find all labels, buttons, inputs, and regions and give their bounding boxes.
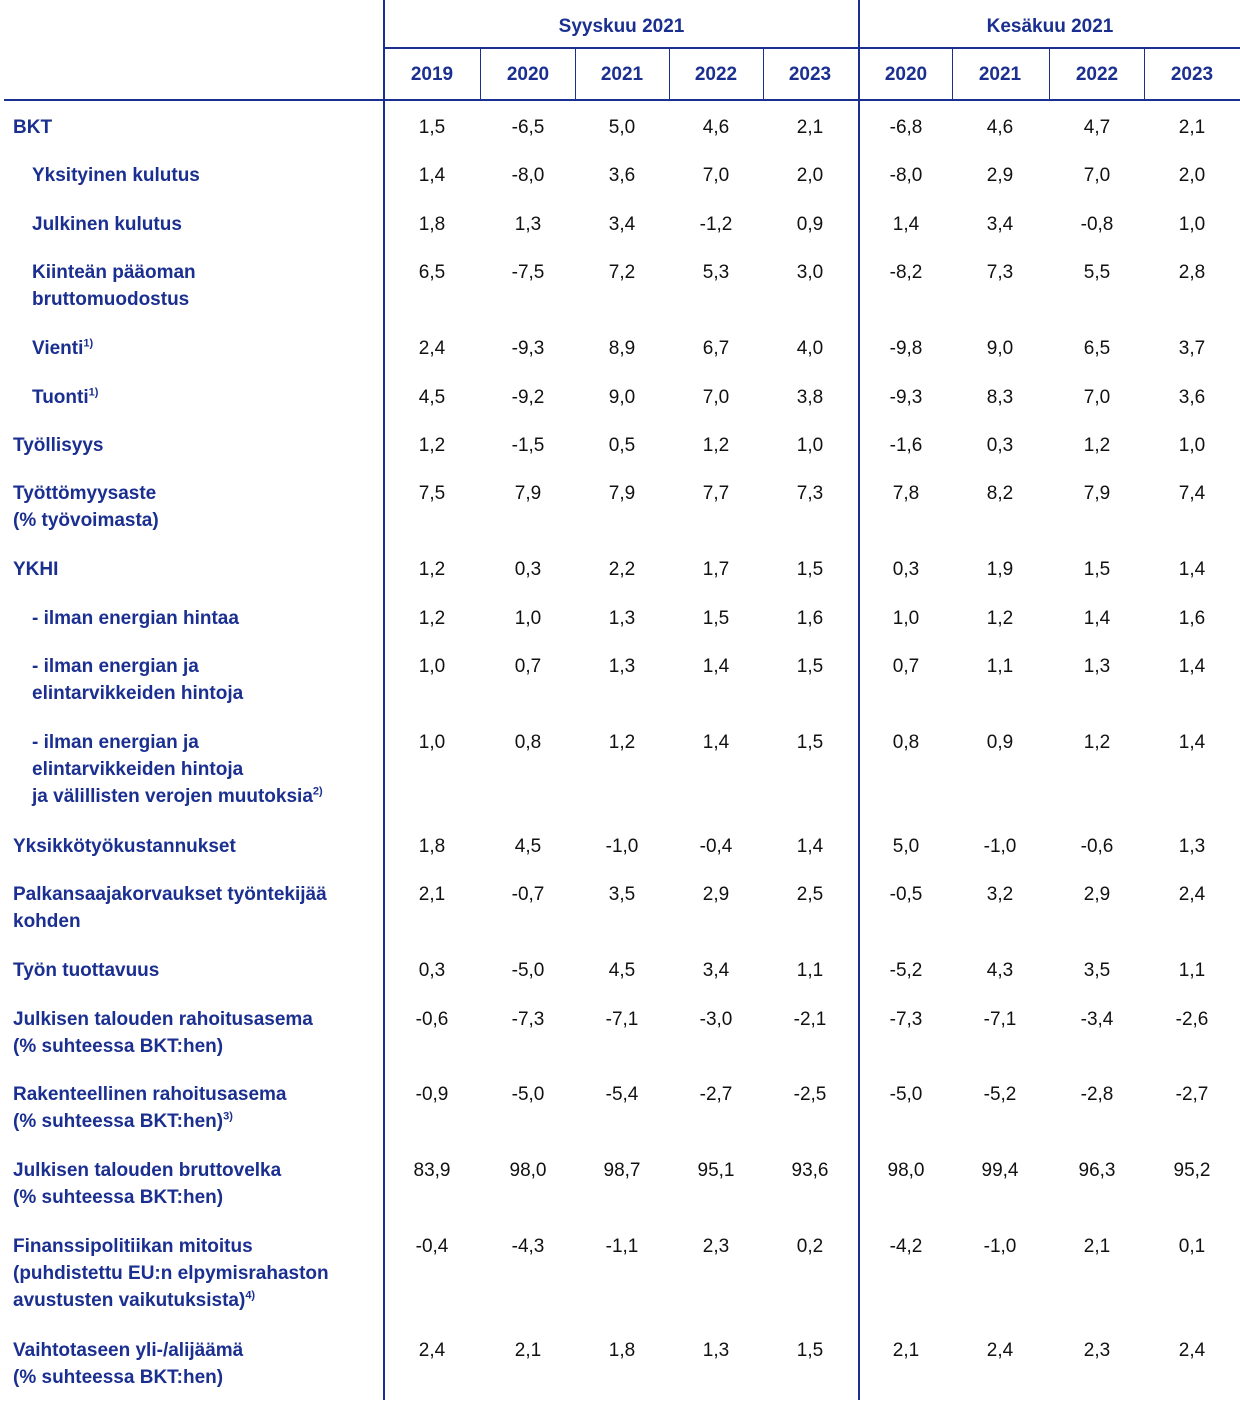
- header-rule-bottom: [4, 99, 1240, 101]
- value-cell-september: -8,0: [511, 165, 545, 186]
- year-header-september: 2019: [410, 64, 454, 85]
- value-cell-june: 7,0: [1083, 387, 1111, 408]
- value-cell-september: -1,5: [511, 435, 545, 456]
- value-cell-september: 0,5: [608, 435, 636, 456]
- value-cell-september: -4,3: [511, 1236, 545, 1257]
- value-cell-june: 1,2: [986, 608, 1014, 629]
- value-cell-september: -7,1: [605, 1009, 639, 1030]
- value-cell-june: -5,2: [983, 1084, 1017, 1105]
- row-label: [13, 556, 58, 583]
- value-cell-june: 4,6: [986, 117, 1014, 138]
- value-cell-june: -6,8: [889, 117, 923, 138]
- year-header-june: 2021: [978, 64, 1022, 85]
- value-cell-september: -9,3: [511, 338, 545, 359]
- value-cell-june: 2,9: [1083, 884, 1111, 905]
- row-label: [32, 384, 98, 411]
- value-cell-september: 7,5: [418, 483, 446, 504]
- row-label-text: BKT: [13, 117, 53, 138]
- value-cell-september: 3,5: [608, 884, 636, 905]
- value-cell-september: 7,0: [702, 165, 730, 186]
- value-cell-september: 1,2: [702, 435, 730, 456]
- divider-group: [858, 0, 860, 1400]
- value-cell-september: 2,5: [796, 884, 824, 905]
- value-cell-june: 0,3: [892, 559, 920, 580]
- value-cell-june: -7,3: [889, 1009, 923, 1030]
- value-cell-september: 2,3: [702, 1236, 730, 1257]
- value-cell-june: 0,8: [892, 732, 920, 753]
- value-cell-september: 1,5: [418, 117, 446, 138]
- value-cell-september: 2,1: [514, 1340, 542, 1361]
- year-header-september: 2021: [600, 64, 644, 85]
- row-label: [13, 1233, 329, 1314]
- row-label-text: Julkisen talouden bruttovelka (% suhteessa BKT:hen): [13, 1160, 282, 1208]
- value-cell-september: 2,9: [702, 884, 730, 905]
- value-cell-september: 1,2: [418, 435, 446, 456]
- row-label-text: Vienti: [32, 338, 84, 359]
- value-cell-june: -4,2: [889, 1236, 923, 1257]
- value-cell-june: -1,0: [983, 1236, 1017, 1257]
- value-cell-september: 1,2: [418, 559, 446, 580]
- value-cell-september: 1,4: [796, 836, 824, 857]
- row-label: [13, 1006, 313, 1060]
- value-cell-september: 3,6: [608, 165, 636, 186]
- value-cell-june: 1,0: [1178, 435, 1206, 456]
- value-cell-june: 3,2: [986, 884, 1014, 905]
- value-cell-june: 1,0: [892, 608, 920, 629]
- value-cell-september: -0,6: [415, 1009, 449, 1030]
- value-cell-september: 7,7: [702, 483, 730, 504]
- value-cell-september: 3,8: [796, 387, 824, 408]
- value-cell-june: -1,6: [889, 435, 923, 456]
- value-cell-september: 2,1: [796, 117, 824, 138]
- value-cell-june: -8,0: [889, 165, 923, 186]
- value-cell-september: 83,9: [413, 1160, 451, 1181]
- value-cell-september: 1,5: [796, 1340, 824, 1361]
- value-cell-september: -0,4: [415, 1236, 449, 1257]
- row-label: [13, 957, 159, 984]
- value-cell-september: 1,3: [608, 656, 636, 677]
- value-cell-june: 2,4: [986, 1340, 1014, 1361]
- value-cell-september: 95,1: [697, 1160, 735, 1181]
- value-cell-june: 5,5: [1083, 262, 1111, 283]
- value-cell-september: -1,2: [699, 214, 733, 235]
- footnote-marker: 1): [88, 386, 99, 399]
- value-cell-september: 0,9: [796, 214, 824, 235]
- value-cell-september: 0,3: [418, 960, 446, 981]
- value-cell-june: 7,4: [1178, 483, 1206, 504]
- value-cell-september: -2,1: [793, 1009, 827, 1030]
- value-cell-september: 2,1: [418, 884, 446, 905]
- value-cell-september: 7,9: [608, 483, 636, 504]
- value-cell-june: 6,5: [1083, 338, 1111, 359]
- row-label: [32, 605, 239, 632]
- value-cell-june: 3,7: [1178, 338, 1206, 359]
- row-label: [32, 162, 200, 189]
- value-cell-september: 4,0: [796, 338, 824, 359]
- value-cell-june: 0,7: [892, 656, 920, 677]
- value-cell-june: -1,0: [983, 836, 1017, 857]
- value-cell-june: -8,2: [889, 262, 923, 283]
- value-cell-june: -2,7: [1175, 1084, 1209, 1105]
- value-cell-june: 2,1: [1178, 117, 1206, 138]
- row-label-text: Työttömyysaste (% työvoimasta): [13, 483, 159, 531]
- row-label: [13, 881, 327, 935]
- value-cell-september: 1,4: [702, 732, 730, 753]
- value-cell-september: 6,5: [418, 262, 446, 283]
- value-cell-september: 1,5: [702, 608, 730, 629]
- value-cell-september: 1,4: [418, 165, 446, 186]
- value-cell-june: 8,3: [986, 387, 1014, 408]
- value-cell-september: 1,7: [702, 559, 730, 580]
- value-cell-september: 1,5: [796, 656, 824, 677]
- value-cell-june: -5,0: [889, 1084, 923, 1105]
- value-cell-june: -5,2: [889, 960, 923, 981]
- value-cell-june: 4,7: [1083, 117, 1111, 138]
- value-cell-september: 7,3: [796, 483, 824, 504]
- value-cell-june: 1,4: [1083, 608, 1111, 629]
- value-cell-june: 1,6: [1178, 608, 1206, 629]
- value-cell-june: 1,3: [1083, 656, 1111, 677]
- row-label-text: Julkinen kulutus: [32, 214, 182, 235]
- value-cell-june: 9,0: [986, 338, 1014, 359]
- footnote-marker: 3): [223, 1110, 233, 1123]
- row-label-text: - ilman energian ja elintarvikkeiden hintoja: [32, 656, 244, 704]
- value-cell-june: 1,9: [986, 559, 1014, 580]
- row-label: [13, 480, 159, 534]
- value-cell-september: -6,5: [511, 117, 545, 138]
- value-cell-september: -1,0: [605, 836, 639, 857]
- row-label-text: Kiinteän pääoman bruttomuodostus: [32, 262, 196, 310]
- value-cell-september: 1,0: [796, 435, 824, 456]
- value-cell-june: -2,6: [1175, 1009, 1209, 1030]
- value-cell-june: 2,9: [986, 165, 1014, 186]
- value-cell-september: 1,5: [796, 559, 824, 580]
- value-cell-june: 1,4: [892, 214, 920, 235]
- value-cell-september: -7,3: [511, 1009, 545, 1030]
- row-label-text: Finanssipolitiikan mitoitus (puhdistettu EU:n elpymisrahaston avustusten vaikutuksista): [13, 1236, 329, 1311]
- row-label: [32, 259, 196, 313]
- row-label: [13, 1081, 287, 1135]
- value-cell-september: 4,5: [514, 836, 542, 857]
- row-label-text: Yksityinen kulutus: [32, 165, 200, 186]
- value-cell-june: 5,0: [892, 836, 920, 857]
- value-cell-september: 1,1: [796, 960, 824, 981]
- value-cell-september: 1,2: [608, 732, 636, 753]
- footnote-marker: 4): [245, 1289, 256, 1302]
- value-cell-september: 7,9: [514, 483, 542, 504]
- value-cell-june: 7,3: [986, 262, 1014, 283]
- value-cell-september: 6,7: [702, 338, 730, 359]
- value-cell-september: 1,3: [608, 608, 636, 629]
- value-cell-june: 7,9: [1083, 483, 1111, 504]
- value-cell-june: 3,4: [986, 214, 1014, 235]
- value-cell-june: -3,4: [1080, 1009, 1114, 1030]
- value-cell-september: 1,4: [702, 656, 730, 677]
- value-cell-june: 2,8: [1178, 262, 1206, 283]
- value-cell-september: -5,4: [605, 1084, 639, 1105]
- value-cell-june: 1,1: [1178, 960, 1206, 981]
- header-rule-top: [384, 47, 1240, 49]
- value-cell-september: 1,8: [608, 1340, 636, 1361]
- value-cell-june: 1,5: [1083, 559, 1111, 580]
- year-header-september: 2020: [506, 64, 550, 85]
- value-cell-september: 98,7: [603, 1160, 641, 1181]
- row-label-text: Tuonti: [32, 387, 89, 408]
- value-cell-june: 0,1: [1178, 1236, 1206, 1257]
- value-cell-september: -0,4: [699, 836, 733, 857]
- value-cell-june: 99,4: [981, 1160, 1019, 1181]
- year-header-june: 2020: [884, 64, 928, 85]
- value-cell-september: 1,6: [796, 608, 824, 629]
- value-cell-september: 2,4: [418, 1340, 446, 1361]
- row-label: [32, 653, 243, 707]
- value-cell-september: 3,0: [796, 262, 824, 283]
- row-label-text: Palkansaajakorvaukset työntekijää kohden: [13, 884, 327, 932]
- value-cell-september: -0,9: [415, 1084, 449, 1105]
- row-label: [32, 335, 93, 362]
- value-cell-june: 2,1: [1083, 1236, 1111, 1257]
- value-cell-september: 1,8: [418, 836, 446, 857]
- value-cell-september: 93,6: [791, 1160, 829, 1181]
- value-cell-september: 1,0: [514, 608, 542, 629]
- value-cell-september: 4,5: [608, 960, 636, 981]
- value-cell-september: 1,3: [702, 1340, 730, 1361]
- value-cell-june: 1,1: [986, 656, 1014, 677]
- row-label: [13, 1157, 281, 1211]
- row-label-text: Julkisen talouden rahoitusasema (% suhteessa BKT:hen): [13, 1009, 313, 1057]
- value-cell-september: -5,0: [511, 960, 545, 981]
- value-cell-september: -0,7: [511, 884, 545, 905]
- value-cell-june: 1,2: [1083, 435, 1111, 456]
- value-cell-june: 4,3: [986, 960, 1014, 981]
- value-cell-september: 4,5: [418, 387, 446, 408]
- value-cell-june: 98,0: [887, 1160, 925, 1181]
- group-title-september: Syyskuu 2021: [558, 16, 685, 37]
- value-cell-september: 1,2: [418, 608, 446, 629]
- row-label: [13, 833, 236, 860]
- value-cell-june: -0,8: [1080, 214, 1114, 235]
- value-cell-september: 7,0: [702, 387, 730, 408]
- value-cell-september: -1,1: [605, 1236, 639, 1257]
- row-label: [13, 114, 52, 141]
- value-cell-june: 0,3: [986, 435, 1014, 456]
- value-cell-september: 5,3: [702, 262, 730, 283]
- value-cell-september: 3,4: [702, 960, 730, 981]
- value-cell-june: 95,2: [1173, 1160, 1211, 1181]
- value-cell-june: 8,2: [986, 483, 1014, 504]
- value-cell-september: 0,7: [514, 656, 542, 677]
- value-cell-september: 2,2: [608, 559, 636, 580]
- value-cell-june: 2,0: [1178, 165, 1206, 186]
- year-header-june: 2023: [1170, 64, 1214, 85]
- value-cell-june: 1,4: [1178, 732, 1206, 753]
- value-cell-june: -2,8: [1080, 1084, 1114, 1105]
- year-header-september: 2023: [788, 64, 832, 85]
- value-cell-june: 1,4: [1178, 559, 1206, 580]
- value-cell-june: 1,2: [1083, 732, 1111, 753]
- value-cell-june: -9,8: [889, 338, 923, 359]
- row-label: [32, 729, 323, 810]
- value-cell-september: -3,0: [699, 1009, 733, 1030]
- value-cell-june: 96,3: [1078, 1160, 1116, 1181]
- row-label-text: - ilman energian hintaa: [32, 608, 239, 629]
- value-cell-june: -7,1: [983, 1009, 1017, 1030]
- value-cell-september: -2,7: [699, 1084, 733, 1105]
- value-cell-september: -2,5: [793, 1084, 827, 1105]
- row-label-text: YKHI: [13, 559, 59, 580]
- value-cell-june: -9,3: [889, 387, 923, 408]
- value-cell-june: -0,5: [889, 884, 923, 905]
- footnote-marker: 2): [312, 785, 323, 798]
- value-cell-june: 7,8: [892, 483, 920, 504]
- value-cell-june: 2,4: [1178, 884, 1206, 905]
- year-header-september: 2022: [694, 64, 738, 85]
- value-cell-september: 1,3: [514, 214, 542, 235]
- row-label-text: - ilman energian ja elintarvikkeiden hintoja ja välillisten verojen muutoksia: [32, 732, 313, 807]
- row-label: [13, 432, 103, 459]
- footnote-marker: 1): [83, 337, 94, 350]
- value-cell-june: 0,9: [986, 732, 1014, 753]
- group-title-june: Kesäkuu 2021: [986, 16, 1114, 37]
- value-cell-september: 0,2: [796, 1236, 824, 1257]
- value-cell-september: 1,0: [418, 656, 446, 677]
- value-cell-september: -7,5: [511, 262, 545, 283]
- value-cell-september: 98,0: [509, 1160, 547, 1181]
- value-cell-september: 7,2: [608, 262, 636, 283]
- row-label-text: Työn tuottavuus: [13, 960, 160, 981]
- value-cell-september: 2,4: [418, 338, 446, 359]
- value-cell-september: -9,2: [511, 387, 545, 408]
- row-label-text: Rakenteellinen rahoitusasema (% suhteessa BKT:hen): [13, 1084, 287, 1132]
- value-cell-september: 0,8: [514, 732, 542, 753]
- value-cell-september: 0,3: [514, 559, 542, 580]
- value-cell-september: 4,6: [702, 117, 730, 138]
- value-cell-september: 3,4: [608, 214, 636, 235]
- value-cell-june: 7,0: [1083, 165, 1111, 186]
- year-header-june: 2022: [1075, 64, 1119, 85]
- value-cell-september: -5,0: [511, 1084, 545, 1105]
- row-label-text: Yksikkötyökustannukset: [13, 836, 236, 857]
- value-cell-june: 3,6: [1178, 387, 1206, 408]
- value-cell-june: 1,3: [1178, 836, 1206, 857]
- divider-label-column: [383, 0, 385, 1400]
- value-cell-september: 8,9: [608, 338, 636, 359]
- value-cell-june: 2,1: [892, 1340, 920, 1361]
- value-cell-june: 2,3: [1083, 1340, 1111, 1361]
- row-label-text: Vaihtotaseen yli-/alijäämä (% suhteessa BKT:hen): [13, 1340, 244, 1388]
- value-cell-september: 9,0: [608, 387, 636, 408]
- value-cell-september: 1,0: [418, 732, 446, 753]
- value-cell-june: 3,5: [1083, 960, 1111, 981]
- value-cell-june: 2,4: [1178, 1340, 1206, 1361]
- value-cell-june: -0,6: [1080, 836, 1114, 857]
- value-cell-september: 1,5: [796, 732, 824, 753]
- row-label-text: Työllisyys: [13, 435, 104, 456]
- value-cell-september: 2,0: [796, 165, 824, 186]
- value-cell-june: 1,4: [1178, 656, 1206, 677]
- row-label: [32, 211, 182, 238]
- row-label: [13, 1337, 243, 1391]
- value-cell-september: 5,0: [608, 117, 636, 138]
- value-cell-june: 1,0: [1178, 214, 1206, 235]
- value-cell-september: 1,8: [418, 214, 446, 235]
